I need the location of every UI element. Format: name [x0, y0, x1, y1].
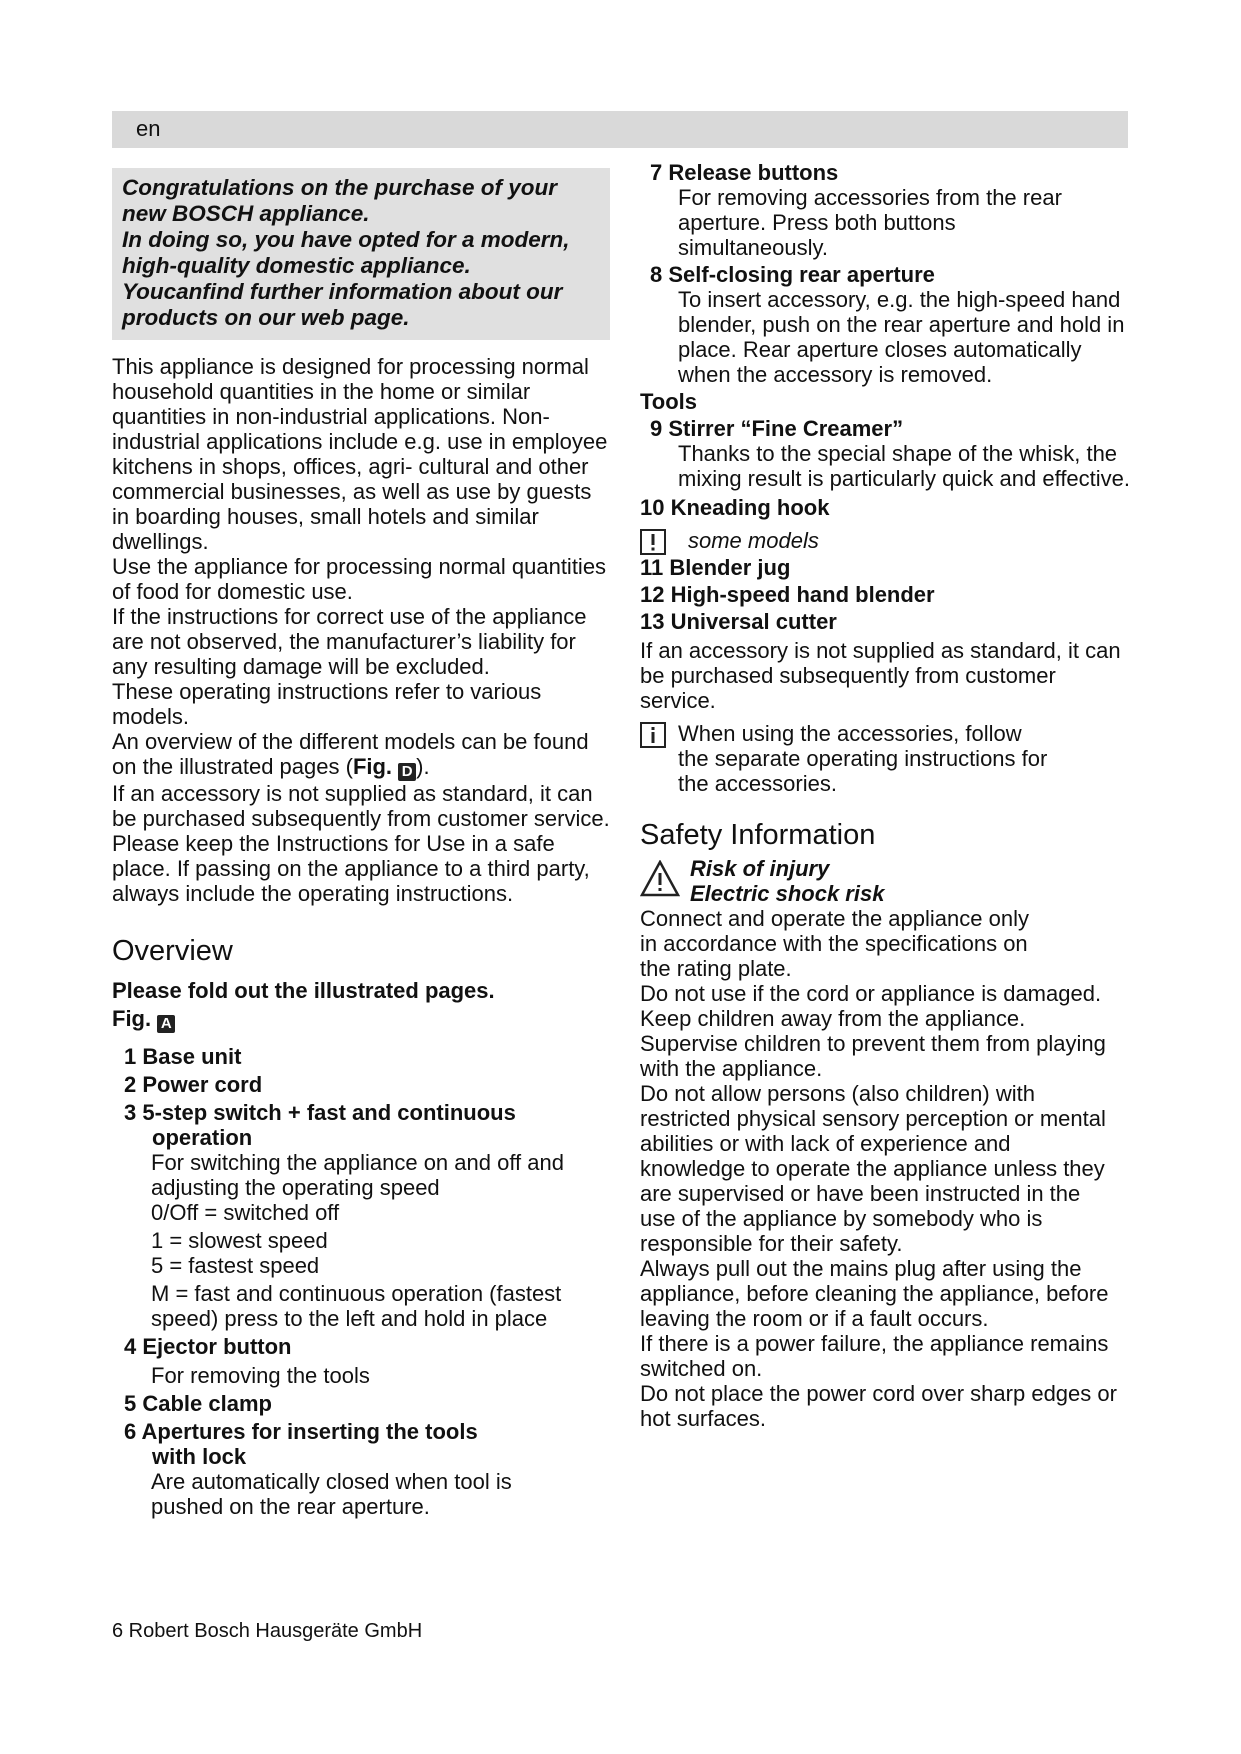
item-number: 5 [124, 1391, 137, 1416]
congrats-line: new BOSCH appliance. [122, 201, 370, 226]
overview-item-3 [112, 1100, 612, 1150]
item-13-title: 13 Universal cutter [640, 609, 837, 634]
language-bar [112, 111, 1128, 148]
item-9-title: 9 Stirrer “Fine Creamer” [650, 416, 904, 441]
congrats-line: high-quality domestic appliance. [122, 253, 471, 278]
overview-item-5 [112, 1391, 612, 1416]
page-footer: 6 Robert Bosch Hausgeräte GmbH [112, 1620, 423, 1642]
item-title: 5-step switch + fast and continuous [142, 1100, 516, 1125]
intro-paragraph: Please keep the Instructions for Use in a safe place. If passing on the appliance to a third party, always include the operating instructions. [112, 831, 590, 906]
item-number: 6 [124, 1419, 137, 1444]
safety-paragraph: If there is a power failure, the appliance remains switched on. [640, 1331, 1109, 1381]
item-9-body: Thanks to the special shape of the whisk, the mixing result is particularly quick and effective. [678, 441, 1131, 491]
info-note [640, 721, 1136, 796]
item-description: 0/Off = switched off [151, 1200, 340, 1225]
item-12-title: 12 High-speed hand blender [640, 582, 935, 607]
warning-injury: Risk of injury [690, 856, 830, 881]
item-description: Are automatically closed when tool is pushed on the rear aperture. [151, 1469, 512, 1519]
safety-paragraph: Connect and operate the appliance only in accordance with the specifications on the rating plate. [640, 906, 1029, 981]
safety-heading: Safety Information [640, 819, 876, 851]
item-11-title: 11 Blender jug [640, 555, 791, 580]
item-title: Cable clamp [142, 1391, 272, 1416]
item-description: M = fast and continuous operation (fastest speed) press to the left and hold in place [151, 1281, 562, 1331]
item-7-title: 7 Release buttons [650, 160, 839, 185]
item-7-body: For removing accessories from the rear aperture. Press both buttons simultaneously. [678, 185, 1062, 260]
overview-item-1 [112, 1044, 612, 1069]
item-title-continued: with lock [152, 1444, 247, 1469]
intro-paragraph: These operating instructions refer to various models. [112, 679, 542, 729]
item-number: 3 [124, 1100, 137, 1125]
fig-d-badge: D [398, 763, 416, 781]
overview-item-6 [112, 1419, 612, 1469]
congrats-line: Youcanfind further information about our [122, 279, 563, 304]
safety-paragraph: Do not place the power cord over sharp edges or hot surfaces. [640, 1381, 1117, 1431]
item-title: Power cord [142, 1072, 263, 1097]
safety-paragraph: Do not allow persons (also children) with restricted physical sensory perception or mental abilities or with lack of experience and knowledge to operate the appliance unless they are supervised or have been instructed in the use of the appliance by somebody who is responsible for their safety. [640, 1081, 1106, 1256]
item-description: For removing the tools [151, 1363, 370, 1388]
overview-item-6-body [112, 1469, 612, 1519]
intro-paragraph: If the instructions for correct use of the appliance are not observed, the manufacturer’s liability for any resulting damage will be excluded. [112, 604, 587, 679]
safety-paragraph: Supervise children to prevent them from playing with the appliance. [640, 1031, 1106, 1081]
congratulations-box [112, 168, 610, 340]
congrats-line: Congratulations on the purchase of your [122, 175, 558, 200]
item-8-title: 8 Self-closing rear aperture [650, 262, 935, 287]
fig-label: Fig. [112, 1006, 152, 1031]
overview-item-3-body [112, 1150, 612, 1331]
overview-reference [112, 729, 612, 781]
congrats-line: In doing so, you have opted for a modern, [122, 227, 570, 252]
info-icon [640, 722, 666, 748]
right-column [640, 158, 1136, 1431]
safety-warning [640, 856, 1136, 906]
safety-paragraph: Keep children away from the appliance. [640, 1006, 1026, 1031]
item-title: Apertures for inserting the tools [141, 1419, 478, 1444]
item-title: Base unit [142, 1044, 242, 1069]
item-description: For switching the appliance on and off and adjusting the operating speed [151, 1150, 564, 1200]
overview-item-4 [112, 1334, 612, 1359]
item-number: 4 [124, 1334, 137, 1359]
intro-paragraph: This appliance is designed for processing normal household quantities in the home or similar quantities in non-industrial applications. Non-industrial applications include e.g. use in employee kitchens in shops, offices, agri- cultural and other commercial businesses, as well as use by guests in boarding houses, small hotels and similar dwellings. [112, 354, 608, 554]
fig-a-badge: A [157, 1015, 175, 1033]
some-models-note [640, 528, 1136, 553]
fig-label: Fig. [352, 754, 393, 779]
overview-heading: Overview [112, 935, 233, 967]
item-description: 1 = slowest speed [151, 1228, 328, 1253]
overview-item-2 [112, 1072, 612, 1097]
safety-paragraph: Always pull out the mains plug after using the appliance, before cleaning the appliance, before leaving the room or if a fault occurs. [640, 1256, 1109, 1331]
item-8-body: To insert accessory, e.g. the high-speed hand blender, push on the rear aperture and hold in place. Rear aperture closes automatically when the accessory is removed. [678, 287, 1125, 387]
item-title-continued: operation [152, 1125, 253, 1150]
overview-reference-text: An overview of the different models can be found on the illustrated pages ( [112, 729, 589, 779]
congrats-line: products on our web page. [122, 305, 410, 330]
overview-item-4-body [112, 1363, 612, 1388]
language-code: en [136, 116, 161, 141]
safety-paragraph: Do not use if the cord or appliance is damaged. [640, 981, 1102, 1006]
item-number: 2 [124, 1072, 137, 1097]
item-10-title: 10 Kneading hook [640, 495, 830, 520]
intro-paragraph: If an accessory is not supplied as standard, it can be purchased subsequently from customer service. [112, 781, 610, 831]
item-number: 1 [124, 1044, 137, 1069]
tools-heading: Tools [640, 389, 698, 414]
intro-paragraph: Use the appliance for processing normal quantities of food for domestic use. [112, 554, 607, 604]
some-models-text: some models [688, 528, 819, 553]
fig-a-reference [112, 1006, 612, 1033]
left-column [112, 168, 612, 1519]
item-title: Ejector button [142, 1334, 292, 1359]
overview-reference-close: ). [416, 754, 430, 779]
warning-triangle-icon [640, 860, 680, 898]
fold-instruction: Please fold out the illustrated pages. [112, 978, 495, 1003]
warning-electric-shock: Electric shock risk [690, 881, 885, 906]
accessory-note: If an accessory is not supplied as standard, it can be purchased subsequently from customer service. [640, 638, 1121, 713]
exclamation-icon [640, 529, 666, 555]
item-description: 5 = fastest speed [151, 1253, 320, 1278]
info-note-text: When using the accessories, follow the separate operating instructions for the accessories. [678, 721, 1048, 796]
